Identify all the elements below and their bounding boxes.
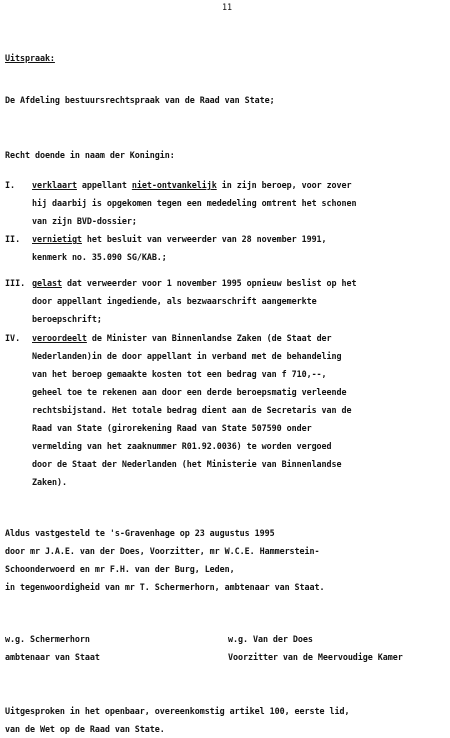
item-text: appellant	[76, 180, 132, 190]
closing-line: door mr J.A.E. van der Does, Voorzitter, mr W.C.E. Hammerstein-	[5, 546, 320, 556]
item-line: geheel toe te rekenen aan door een derde beroepsmatig verleende	[32, 387, 347, 397]
heading-uitspraak: Uitspraak:	[5, 53, 55, 63]
item-number: II.	[5, 234, 21, 244]
item-first-line	[32, 278, 357, 289]
item-line: beroepschrift;	[32, 314, 102, 324]
signature-right-title: Voorzitter van de Meervoudige Kamer	[228, 652, 403, 662]
item-underlined-term: niet-ontvankelijk	[131, 180, 217, 190]
signature-left-name: w.g. Schermerhorn	[5, 634, 90, 644]
item-line: van zijn BVD-dossier;	[32, 216, 137, 226]
closing-line: in tegenwoordigheid van mr T. Schermerhorn, ambtenaar van Staat.	[5, 582, 325, 592]
footer-line: Uitgesproken in het openbaar, overeenkomstig artikel 100, eerste lid,	[5, 706, 350, 716]
item-line: Raad van State (girorekening Raad van State 507590 onder	[32, 423, 312, 433]
item-number: IV.	[5, 333, 21, 343]
item-line: hij daarbij is opgekomen tegen een mededeling omtrent het schonen	[32, 198, 357, 208]
item-text: het besluit van verweerder van 28 november 1991,	[81, 234, 327, 244]
item-text: in zijn beroep, voor zover	[216, 180, 352, 190]
item-first-line	[32, 234, 327, 245]
item-line: rechtsbijstand. Het totale bedrag dient aan de Secretaris van de	[32, 405, 352, 415]
closing-line: Aldus vastgesteld te 's-Gravenhage op 23 augustus 1995	[5, 528, 275, 538]
item-text: dat verweerder voor 1 november 1995 opnieuw beslist op het	[61, 278, 357, 288]
item-first-line	[32, 333, 332, 344]
item-line: Zaken).	[32, 477, 67, 487]
closing-line: Schoonderwoerd en mr F.H. van der Burg, Leden,	[5, 564, 235, 574]
footer-line: van de Wet op de Raad van State.	[5, 724, 165, 734]
item-line: van het beroep gemaakte kosten tot een bedrag van f 710,--,	[32, 369, 327, 379]
item-line: door de Staat der Nederlanden (het Ministerie van Binnenlandse	[32, 459, 342, 469]
item-line: vermelding van het zaaknummer R01.92.0036) te worden vergoed	[32, 441, 332, 451]
item-verb: veroordeelt	[32, 333, 87, 343]
intro-line: De Afdeling bestuursrechtspraak van de Raad van State;	[5, 95, 275, 105]
item-verb: gelast	[32, 278, 62, 288]
item-number: I.	[5, 180, 16, 190]
item-line: Nederlanden)in de door appellant in verband met de behandeling	[32, 351, 342, 361]
page-number: 11	[222, 2, 232, 12]
recht-doende-line: Recht doende in naam der Koningin:	[5, 150, 175, 160]
item-number: III.	[5, 278, 26, 288]
signature-left-title: ambtenaar van Staat	[5, 652, 100, 662]
signature-right-name: w.g. Van der Does	[228, 634, 313, 644]
item-verb: verklaart	[32, 180, 77, 190]
item-line: kenmerk no. 35.090 SG/KAB.;	[32, 252, 167, 262]
item-first-line	[32, 180, 352, 191]
item-line: door appellant ingediende, als bezwaarschrift aangemerkte	[32, 296, 317, 306]
item-verb: vernietigt	[32, 234, 82, 244]
item-text: de Minister van Binnenlandse Zaken (de Staat der	[86, 333, 332, 343]
